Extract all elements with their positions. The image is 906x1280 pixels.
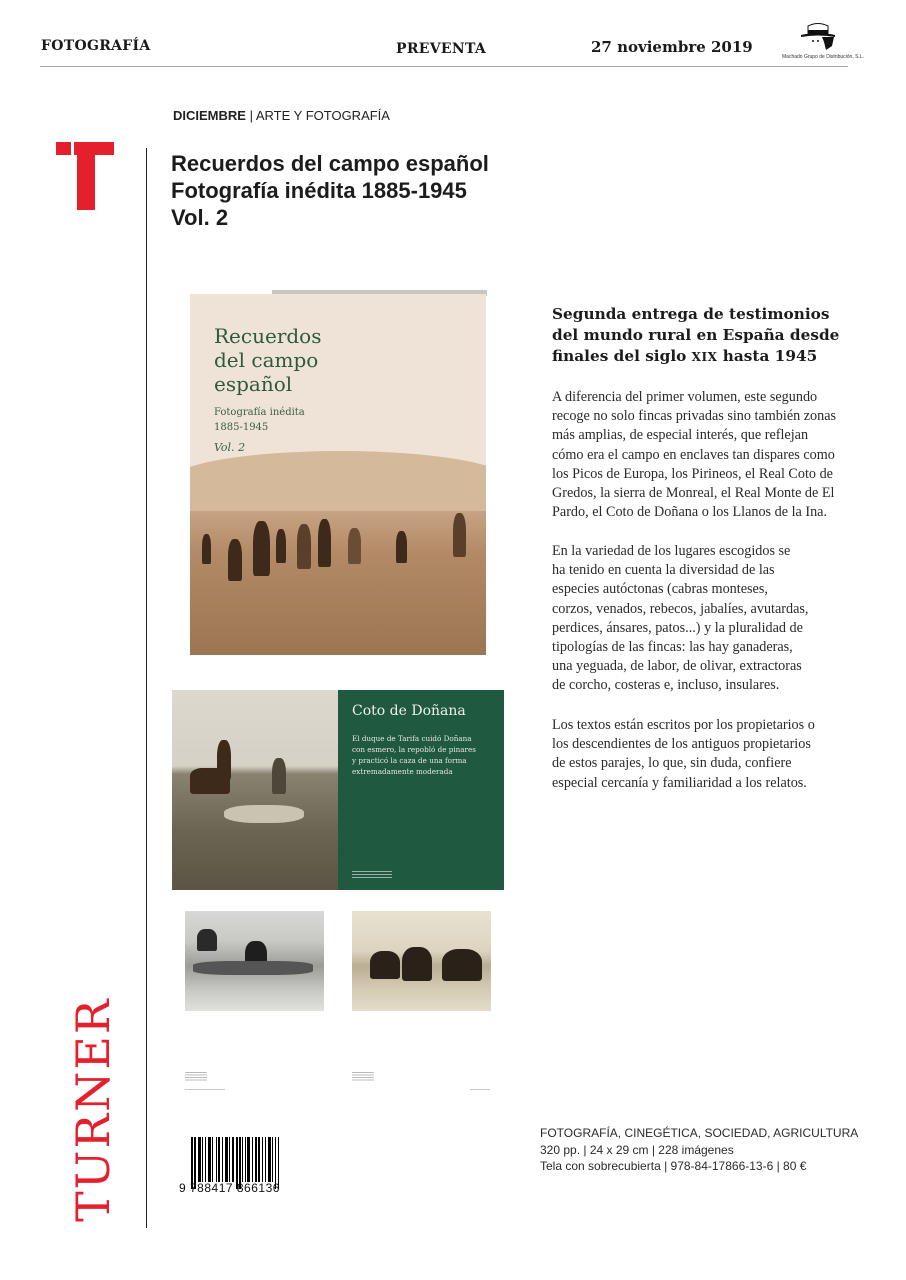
spread-caption-right [352,1072,374,1081]
paragraph-line: de estos parajes, lo que, sin duda, confiere [552,755,792,772]
paragraph-line: los descendientes de los antiguos propietarios [552,736,811,753]
paragraph-line: de corcho, costeras e, incluso, insulares. [552,677,780,694]
spread-text-panel [338,690,504,890]
cover-subtitle [214,405,305,435]
spread-photo-hounds [185,911,324,1011]
spread-caption [352,733,502,777]
paragraph-line: especies autóctonas (cabras monteses, [552,581,768,598]
sample-spread-donana [172,690,504,890]
book-subtitle-line: Fotografía inédita 1885-1945 [171,178,467,203]
cover-volume: Vol. 2 [214,441,246,454]
isbn-digits: 9 788417 866136 [179,1181,280,1195]
specs-subjects: FOTOGRAFÍA, CINEGÉTICA, SOCIEDAD, AGRICULTURA [540,1126,859,1140]
century-numeral: XIX [691,350,718,364]
spread-title: Coto de Doñana [352,703,466,719]
book-title [171,150,489,231]
spread-folio-right [470,1089,490,1090]
status-label: PREVENTA [396,41,487,57]
category-area: ARTE Y FOTOGRAFÍA [255,108,390,123]
lead-heading [552,304,882,368]
publisher-wordmark: TURNER [66,997,120,1222]
spread-caption-line: y practicó la caza de una forma [352,756,467,765]
spread-photo-riders [352,911,491,1011]
book-title-line: Recuerdos del campo español [171,151,489,176]
paragraph-line: perdices, ánsares, patos...) y la pluralidad de [552,619,803,636]
book-cover-image [190,294,486,655]
page-header [0,0,906,70]
spread-caption-line: con esmero, la repobló de pinares [352,745,476,754]
cover-title-line: español [214,372,293,396]
cover-title [214,324,321,396]
paragraph-line: más amplias, de especial interés, que reflejan [552,427,809,444]
paragraph-line: corzos, venados, rebecos, jabalíes, avutardas, [552,600,809,617]
paragraph-line: una yeguada, de labor, de olivar, extractoras [552,658,802,675]
description-paragraph-3 [552,716,892,793]
paragraph-line: A diferencia del primer volumen, este segundo [552,389,818,405]
spread-credit [352,871,392,879]
description-paragraph-2 [552,542,892,696]
category-month: DICIEMBRE [173,108,246,123]
lead-line: del mundo rural en España desde [552,326,840,344]
lead-text: hasta 1945 [717,347,818,365]
cover-photo-hunters [190,469,486,655]
cover-title-line: del campo [214,348,319,372]
date-label: 27 noviembre 2019 [591,38,753,56]
paragraph-line: ha tenido en cuenta la diversidad de las [552,562,775,579]
header-divider [40,66,848,67]
paragraph-line: especial cercanía y familiaridad a los relatos. [552,774,807,791]
lead-line [552,346,882,368]
spread-caption-line: extremadamente moderada [352,767,453,776]
paragraph-line: los Picos de Europa, los Pirineos, el Real Coto de [552,465,833,482]
isbn-barcode-icon [179,1137,305,1195]
paragraph-line: En la variedad de los lugares escogidos se [552,543,791,559]
book-specs [540,1125,858,1175]
lead-line: Segunda entrega de testimonios [552,305,830,323]
spread-photo-horsemen [172,690,338,890]
paragraph-line: Los textos están escritos por los propietarios o [552,717,815,733]
paragraph-line: cómo era el campo en enclaves tan dispares como [552,446,835,463]
paragraph-line: tipologías de las fincas: las hay ganaderas, [552,639,793,656]
book-volume-line: Vol. 2 [171,205,229,230]
vertical-divider [146,148,147,1228]
spread-caption-line: El duque de Tarifa cuidó Doñana [352,734,472,743]
turner-t-logo-icon [56,142,114,210]
category-separator: | [245,108,256,123]
hat-icon [800,22,836,52]
paragraph-line: Pardo, el Coto de Doñana o los Llanos de la Ina. [552,504,828,521]
lead-text: finales del siglo [552,347,692,365]
spread-caption-left [185,1072,207,1081]
distributor-logo [782,20,864,64]
distributor-name: Machado Grupo de Distribución, S.L. [782,54,864,60]
category-line [173,108,390,123]
spread-folio-left [185,1089,225,1090]
section-label: FOTOGRAFÍA [41,38,151,54]
paragraph-line: Gredos, la sierra de Monreal, el Real Monte de El [552,485,835,502]
description-paragraph-1 [552,388,892,522]
paragraph-line: recoge no solo fincas privadas sino también zonas [552,408,837,425]
specs-binding: Tela con sobrecubierta | 978-84-17866-13-6 | 80 € [540,1159,807,1173]
cover-subtitle-line: Fotografía inédita [214,407,305,418]
cover-title-line: Recuerdos [214,324,322,348]
cover-subtitle-line: 1885-1945 [214,422,269,433]
specs-format: 320 pp. | 24 x 29 cm | 228 imágenes [540,1142,734,1157]
